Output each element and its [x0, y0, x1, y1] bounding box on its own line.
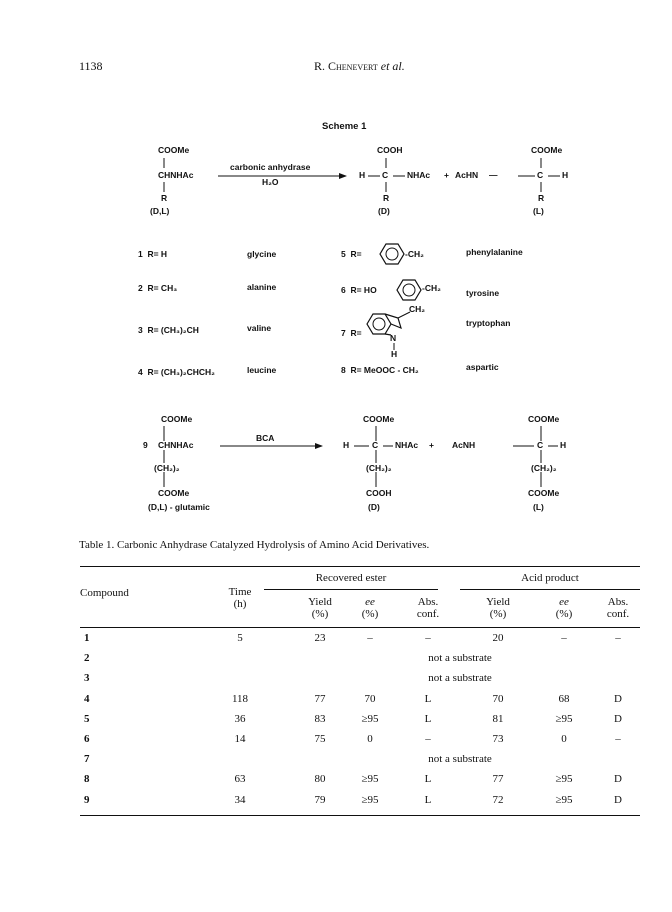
- table-cell: 0: [367, 733, 373, 745]
- table-cell: L: [424, 692, 432, 705]
- name-alanine: alanine: [247, 282, 277, 292]
- indole-h: H: [391, 349, 398, 359]
- table-cell: ≥95: [555, 793, 573, 806]
- r2-reactant-chnhac: CHNHAc: [158, 440, 194, 450]
- reagent-water: H₂O: [262, 177, 279, 187]
- compound-number: 7: [84, 753, 90, 766]
- r2-product-l-bottom: COOMe: [528, 488, 560, 498]
- table-cell: L: [424, 793, 432, 806]
- substituent-3: 3 R= (CH₃)₂CH: [138, 325, 199, 335]
- product-l-left: AcHN: [455, 170, 479, 180]
- r2-reactant-chain: (CH₂)₂: [154, 463, 180, 473]
- table-row: [80, 733, 640, 753]
- product-l-label: (L): [533, 206, 544, 216]
- name-tryptophan: tryptophan: [466, 318, 511, 328]
- plus-sign: +: [444, 170, 449, 180]
- table-cell: 34: [234, 793, 246, 806]
- r2-compound-number: 9: [143, 440, 148, 450]
- compound-number: 5: [84, 712, 90, 725]
- indole-n: N: [390, 333, 397, 343]
- name-tyrosine: tyrosine: [466, 288, 500, 298]
- product-d-right: NHAc: [407, 170, 431, 180]
- substituent-2: 2 R= CH₃: [138, 283, 178, 293]
- table-cell: 0: [561, 733, 567, 745]
- benzene-ring-6: [397, 280, 421, 300]
- r2-product-d-top: COOMe: [363, 414, 395, 424]
- substituent-4: 4 R= (CH₃)₂CHCH₂: [138, 367, 215, 377]
- product-l-dash: —: [489, 170, 498, 180]
- reactant-chnhac: CHNHAc: [158, 170, 194, 180]
- table-cell: L: [424, 773, 432, 786]
- r2-product-l-right: H: [560, 440, 567, 450]
- product-d-bottom: R: [383, 193, 390, 203]
- table-cell: ≥95: [361, 793, 379, 806]
- compound-number: 3: [84, 672, 90, 685]
- indole-ring-7: [367, 312, 410, 350]
- table-cell: 63: [234, 773, 246, 786]
- product-d-left: H: [359, 170, 366, 180]
- header-acid-product: Acid product: [521, 572, 579, 584]
- table-cell: 73: [492, 733, 504, 745]
- table-cell: 20: [492, 632, 504, 644]
- table-cell: 77: [492, 773, 504, 786]
- table-cell: ≥95: [555, 712, 573, 725]
- name-aspartic: aspartic: [466, 362, 499, 372]
- name-leucine: leucine: [247, 365, 277, 375]
- header-acid-ee: ee (%): [555, 596, 573, 620]
- table-cell: 81: [492, 712, 504, 725]
- table-cell: –: [425, 632, 431, 644]
- table-cell: 77: [314, 692, 326, 705]
- r2-reactant-bottom: COOMe: [158, 488, 190, 498]
- product-l-bottom: R: [538, 193, 545, 203]
- r2-product-l-center: C: [537, 440, 544, 450]
- substituent-1: 1 R= H: [138, 249, 168, 259]
- substituent-5-ch2: -CH₂: [405, 249, 424, 259]
- table-row: [80, 632, 640, 652]
- not-substrate-note: not a substrate: [428, 753, 492, 766]
- r2-product-d-center: C: [372, 440, 379, 450]
- substituent-5: 5 R=: [341, 249, 362, 259]
- r2-product-d-chain: (CH₂)₂: [366, 463, 392, 473]
- table-cell: 75: [314, 733, 326, 745]
- r2-reactant-label: (D,L) - glutamic: [148, 502, 210, 512]
- r2-reactant-top: COOMe: [161, 414, 193, 424]
- header-ester-yield: Yield (%): [308, 596, 332, 620]
- header-acid-yield: Yield (%): [486, 596, 510, 620]
- scheme-title: Scheme 1: [322, 121, 367, 132]
- table-top-rule: [80, 566, 640, 567]
- name-phenylalanine: phenylalanine: [466, 247, 523, 257]
- substituent-8: 8 R= MeOOC - CH₂: [341, 365, 419, 375]
- compound-number: 4: [84, 692, 90, 705]
- benzene-ring-5: [380, 244, 404, 264]
- product-d-center: C: [382, 170, 389, 180]
- header-ester-ee: ee (%): [361, 596, 379, 620]
- table-caption: Table 1. Carbonic Anhydrase Catalyzed Hydrolysis of Amino Acid Derivatives.: [79, 539, 430, 551]
- name-valine: valine: [247, 323, 272, 333]
- reagent-carbonic-anhydrase: carbonic anhydrase: [230, 162, 311, 172]
- compound-number: 2: [84, 652, 90, 665]
- product-l-top: COOMe: [531, 145, 563, 155]
- reactant-cooMe: COOMe: [158, 145, 190, 155]
- table-cell: –: [425, 733, 431, 745]
- table-cell: –: [561, 632, 567, 644]
- substituent-6: 6 R= HO: [341, 285, 377, 295]
- table-header-rule: [80, 627, 640, 628]
- table-cell: 36: [234, 712, 246, 725]
- compound-number: 6: [84, 733, 90, 745]
- table-cell: ≥95: [361, 773, 379, 786]
- product-l-right: H: [562, 170, 569, 180]
- r2-product-l-left: AcNH: [452, 440, 476, 450]
- page-number: 1138: [79, 59, 103, 73]
- table-cell: ≥95: [361, 712, 379, 725]
- r2-product-d-right: NHAc: [395, 440, 419, 450]
- product-d-label: (D): [378, 206, 390, 216]
- table-row: [80, 773, 640, 793]
- table-cell: 14: [234, 733, 246, 745]
- r2-product-l-top: COOMe: [528, 414, 560, 424]
- table-cell: 118: [231, 692, 249, 705]
- table-cell: 72: [492, 793, 504, 806]
- table-cell: –: [367, 632, 373, 644]
- not-substrate-note: not a substrate: [428, 652, 492, 665]
- header-compound: Compound: [80, 587, 129, 599]
- table-cell: 79: [314, 793, 326, 806]
- product-d-top: COOH: [377, 145, 403, 155]
- table-cell: D: [614, 712, 622, 725]
- r2-product-l-chain: (CH₂)₂: [531, 463, 557, 473]
- header-ester-abs: Abs. conf.: [416, 596, 440, 620]
- running-head-author: R. Chenevert: [314, 59, 378, 73]
- table-header: [80, 572, 640, 627]
- substituent-6-ch2: -CH₂: [422, 283, 441, 293]
- header-acid-abs: Abs. conf.: [606, 596, 630, 620]
- table-cell: D: [614, 692, 622, 705]
- r2-product-d-label: (D): [368, 502, 380, 512]
- reactant-dl-label: (D,L): [150, 206, 170, 216]
- table-cell: 5: [237, 632, 243, 644]
- table-cell: D: [614, 773, 622, 786]
- table-row: [80, 713, 640, 733]
- header-recovered-ester: Recovered ester: [315, 572, 387, 584]
- table-cell: D: [614, 793, 622, 806]
- running-head-etal: et al.: [377, 59, 405, 73]
- table-cell: L: [424, 712, 432, 725]
- compound-number: 1: [84, 632, 90, 644]
- table-cell: –: [615, 733, 621, 745]
- table-cell: 83: [314, 712, 326, 725]
- name-glycine: glycine: [247, 249, 277, 259]
- table-cell: 70: [364, 692, 376, 705]
- table-cell: 80: [314, 773, 326, 786]
- table-row: [80, 672, 640, 692]
- substituent-7-ch2: CH₂: [409, 304, 426, 314]
- table-cell: 68: [558, 692, 570, 705]
- substituent-7: 7 R=: [341, 328, 362, 338]
- table-row: [80, 753, 640, 773]
- r2-reagent-bca: BCA: [256, 433, 275, 443]
- product-l-center: C: [537, 170, 544, 180]
- not-substrate-note: not a substrate: [428, 672, 492, 685]
- table-row: [80, 794, 640, 814]
- table-row: [80, 652, 640, 672]
- r2-product-d-left: H: [343, 440, 350, 450]
- r2-product-l-label: (L): [533, 502, 544, 512]
- compound-number: 8: [84, 773, 90, 786]
- table-bottom-rule: [80, 815, 640, 816]
- header-time: Time (h): [228, 586, 252, 610]
- table-row: [80, 693, 640, 713]
- r2-plus-sign: +: [429, 440, 434, 450]
- r2-product-d-bottom: COOH: [366, 488, 392, 498]
- table-cell: ≥95: [555, 773, 573, 786]
- reactant-r: R: [161, 193, 168, 203]
- table-cell: –: [615, 632, 621, 644]
- table-cell: 70: [492, 692, 504, 705]
- table-cell: 23: [314, 632, 326, 644]
- compound-number: 9: [84, 793, 90, 806]
